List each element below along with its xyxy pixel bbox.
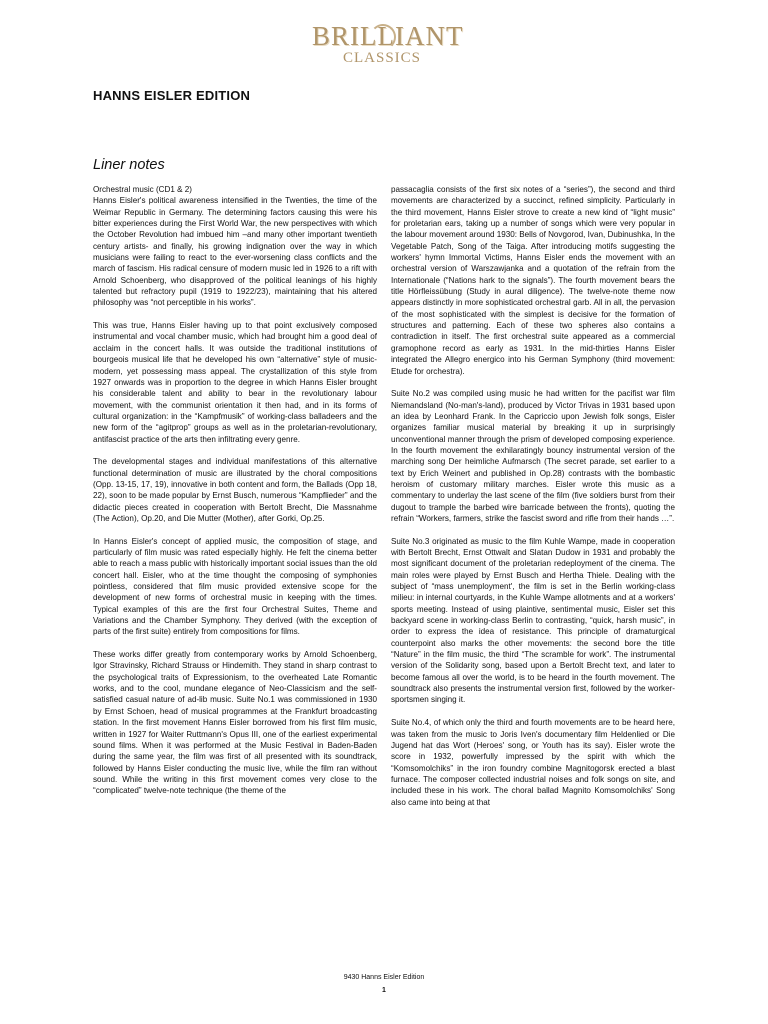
right-column (391, 184, 675, 819)
section-title: Liner notes (93, 157, 165, 173)
paragraph: The developmental stages and individual manifestations of this alternative functional determination of music are illustrated by the choral compositions (Opp. 13-15, 17, 19), innovative in both content and form, the Ballads (Opp 18, 22), soon to be made popular by Ernst Busch, numerous “Kampflieder” and the didactic pieces created in cooperation with Bertolt Brecht, Die Massnahme (The Action), Op.20, and Die Mutter (Mother), after Gorki, Op.25. (93, 457, 377, 523)
brilliant-classics-logo (312, 21, 464, 78)
paragraph: Suite No.3 originated as music to the film Kuhle Wampe, made in cooperation with Bertolt Brecht, Ernst Ottwalt and Slatan Dudow in 1931 and probably the most significant document of the proletarian redeployment of the cinema. The main roles were played by Ernst Busch and Hertha Thiele. Dealing with the subject of “mass unemployment', the film is set in the Berlin working-class milieu: in internal courtyards, in the Kuhle Wampe allotments and at a workers' sports meeting. Instead of using plaintive, sentimental music, Eisler set this backyard scene in working-class Berlin to contrasting, “quick, harsh music”, in order to express the idea of resistance. This principle of dramaturgical counterpoint also marks the other movements: the second bore the title “Nature” in the film music, the third “The scramble for work”. The instrumental version of the Solidarity song, based upon a Bertolt Brecht text, and later to become famous all over the world, is to be heard in the fourth movement. The soundtrack also presents the instrumental version first, followed by the worker-sportsmen singing it. (391, 536, 675, 705)
paragraph: Suite No.4, of which only the third and fourth movements are to be heard here, was taken from the music to Joris Iven's documentary film Heldenlied or Die Jugend hat das Wort (Heroes' song, or Youth has its say). Eisler wrote the score in 1932, powerfully impressed by the spirit with which the “Komsomolchiks” in the iron foundry combine Magnitogorsk erected a blast furnace. The composer collected industrial noises and folk songs on site, and included these in his work. The choral ballad Magnito Komsomolchiks' Song also came into being at that (391, 718, 675, 807)
paragraph: These works differ greatly from contemporary works by Arnold Schoenberg, Igor Stravinsky, Richard Strauss or Hindemith. They stand in sharp contrast to the psychological traits of Expressionism, to the overheated Late Romantic works, and to the cool, mundane elegance of Neo-Classicism and the self-satisfied casual nature of ad-lib music. Suite No.1 was commissioned in 1930 by Ernst Schoen, head of musical programmes at the Frankfurt broadcasting station. In the first movement Hanns Eisler borrowed from his first film music, written in 1927 for Waiter Ruttmann's Opus III, one of the earliest experimental sound films. When it was performed at the Music Festival in Baden-Baden during the same year, the film was first of all presented with its soundtrack, followed by Hanns Eisler conducting the music live, while the film ran without sound. While the writing in this first movement comes very close to the “complicated” twelve-note technique (the theme of the (93, 650, 377, 796)
paragraph: Hanns Eisler's political awareness intensified in the Twenties, the time of the Weimar Republic in Germany. The determining factors causing this were his bitter experiences during the First World War, the new perspectives with which the October Revolution had imbued him –and many other important twentieth century artists- and finally, his growing indignation over the way in which musicians were failing to react to the ever-worsening class conflicts and the march of fascism. His radical censure of modern music led in 1926 to a rift with Arnold Schoenberg, who disapproved of the political leanings of his highly talented but refractory pupil (1919 to 1922/23), maintaining that his altered philosophy was “not perceptible in his works”. (93, 196, 377, 308)
footer-title: 9430 Hanns Eisler Edition (343, 974, 425, 981)
logo-sub-text: CLASSICS (342, 50, 422, 66)
section-subheading: Orchestral music (CD1 & 2) (93, 185, 192, 194)
logo-brand-text: BRILLIANT (312, 21, 464, 51)
logo-swoosh-icon (370, 24, 396, 50)
paragraph: passacaglia consists of the first six notes of a “series”), the second and third movements are characterized by a succinct, refined simplicity. Particularly in the third movement, Hanns Eisler strove to create a new kind of “light music” for proletarian ears, taking up a number of songs which were very popular in the labour movement around 1930: Bells of Novgorod, Ivan, Dubinushka, In the Vegetable Patch, Song of the Taiga. After introducing motifs suggesting the workers' hymn Immortal Victims, Hanns Eisler ends the movement with an orchestral version of Warszawjanka and a quotation of the refrain from the Internationale (“Nations hark to the signals”). The fourth movement bears the title Hörfleissübung (Study in aural diligence). The twelve-note theme now appears distinctly in more sophisticated orchestral garb. All in all, the pervasion of the most sophisticated with the simplest is decisive for the formation of structures and patterning. Each of these two spheres also contains a contradiction in itself. The first orchestral suite appeared as a commercial gramophone record as early as 1931. In the mid-thirties Hanns Eisler integrated the Allegro energico into his German Symphony (third movement: Etude for orchestra). (391, 185, 675, 376)
left-column (93, 184, 377, 808)
paragraph: Suite No.2 was compiled using music he had written for the pacifist war film Niemandsland (No-man's-land), produced by Victor Trivas in 1931 based upon an idea by Leonhard Frank. In the Capriccio upon Jewish folk songs, Eisler organizes familiar musical material by breaking it up in surprisingly unconventional manner through the prism of developed composing experience. In the fourth movement the exhilaratingly bouncy instrumental version of the marching song Der heimliche Aufmarsch (The secret parade, set earlier to a text by Erich Weinert and published in Op.28) contrasts with the bombastic heroism of customary military marches. Eisler wrote this music as a commentary to underlay the last scene of the film (five soldiers burst from their dugout to trample the barbed wire barricade between the fronts), quoting the refrain “Workers, farmers, strike the fascist sword and rifle from their hands …”. (391, 389, 675, 523)
paragraph: This was true, Hanns Eisler having up to that point exclusively composed instrumental and vocal chamber music, which had brought him a good deal of acclaim in the concert halls. It was outside the traditional institutions of bourgeois musical life that he developed his own “alternative” style of music-modern, yet possessing mass appeal. The crystallization of this style from 1927 onwards was in proportion to the degree in which Hanns Eisler brought his considerable talent and ability to bear in the revolutionary labour movement, with the communist orientation it then had, and in its forms of cultural organization: in the “Kampfmusik” of working-class balladeers and the new form of the “agitprop” groups as well as in the proletarian-revolutionary, antifascist practice of the arts then infiltrating every genre. (93, 321, 377, 444)
page-number: 1 (382, 987, 386, 994)
paragraph: In Hanns Eisler's concept of applied music, the composition of stage, and particularly of film music was rated especially highly. He felt the cinema better able to reach a mass public with historically important social issues than the old concert hall. Eisler, who at the time thought the composing of symphonies pointless, considered that film music provided extensive scope for the development of new forms of orchestral music in keeping with the times. Typical examples of this are the first four Orchestral Suites, Theme and Variations and the Chamber Symphony. They derived (with the exception of parts of the first suite) entirely from compositions for films. (93, 536, 377, 637)
edition-title: HANNS EISLER EDITION (93, 88, 251, 103)
